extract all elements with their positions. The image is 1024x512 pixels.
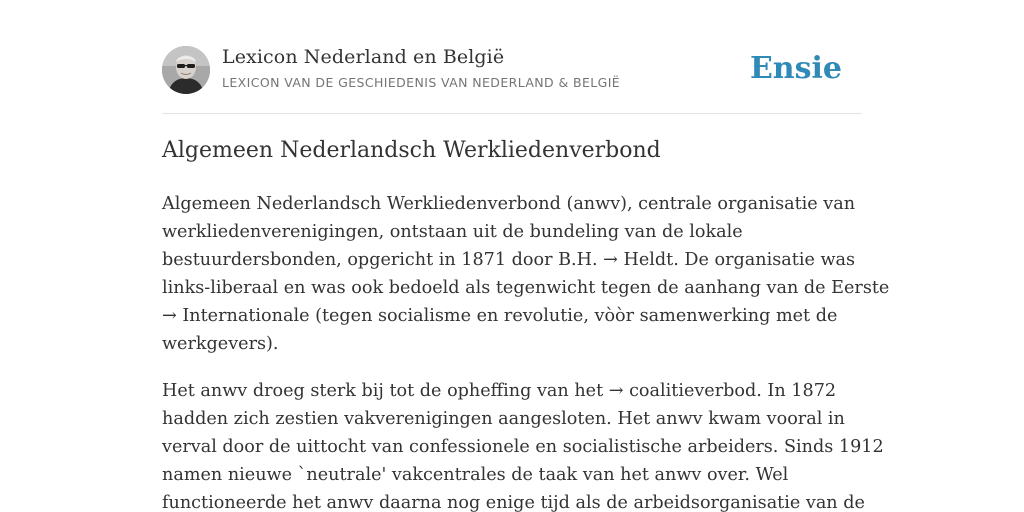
paragraph-line: Het anwv droeg sterk bij tot de opheffing van het → coalitieverbod. In 1872 [162,381,837,401]
paragraph-line: namen nieuwe `neutrale' vakcentrales de taak van het anwv over. Wel [162,465,789,485]
header-divider [162,113,862,114]
entry-title: Algemeen Nederlandsch Werkliedenverbond [162,138,661,163]
entry-body [162,190,890,512]
cross-reference-link[interactable]: → Heldt [603,250,674,270]
paragraph-line: hadden zich zestien vakverenigingen aangesloten. Het anwv kwam vooral in [162,409,845,429]
entry-paragraph [162,190,890,358]
cross-reference-link[interactable]: → coalitieverbod [608,381,757,401]
ensie-logo[interactable]: Ensie [749,51,842,86]
cross-reference-link[interactable]: → Internationale [162,306,310,326]
paragraph-line: → Internationale (tegen socialisme en revolutie, vòòr samenwerking met de [162,306,838,326]
entry-paragraph [162,377,884,512]
avatar-portrait-icon [162,46,210,94]
lexicon-title[interactable]: Lexicon Nederland en België [222,46,505,68]
paragraph-line: links-liberaal en was ook bedoeld als tegenwicht tegen de aanhang van de Eerste [162,278,890,298]
lexicon-header [162,46,862,96]
paragraph-line: verval door de uittocht van confessionele en socialistische arbeiders. Sinds 1912 [162,437,884,457]
paragraph-line: werkliedenverenigingen, ontstaan uit de bundeling van de lokale [162,222,743,242]
paragraph-line: Algemeen Nederlandsch Werkliedenverbond (anwv), centrale organisatie van [162,194,856,214]
paragraph-line: functioneerde het anwv daarna nog enige tijd als de arbeidsorganisatie van de [162,493,865,512]
paragraph-line: bestuurdersbonden, opgericht in 1871 door B.H. → Heldt. De organisatie was [162,250,856,270]
avatar[interactable] [162,46,210,94]
lexicon-subtitle: LEXICON VAN DE GESCHIEDENIS VAN NEDERLAND & BELGIË [222,75,621,90]
paragraph-line: werkgevers). [162,334,279,354]
